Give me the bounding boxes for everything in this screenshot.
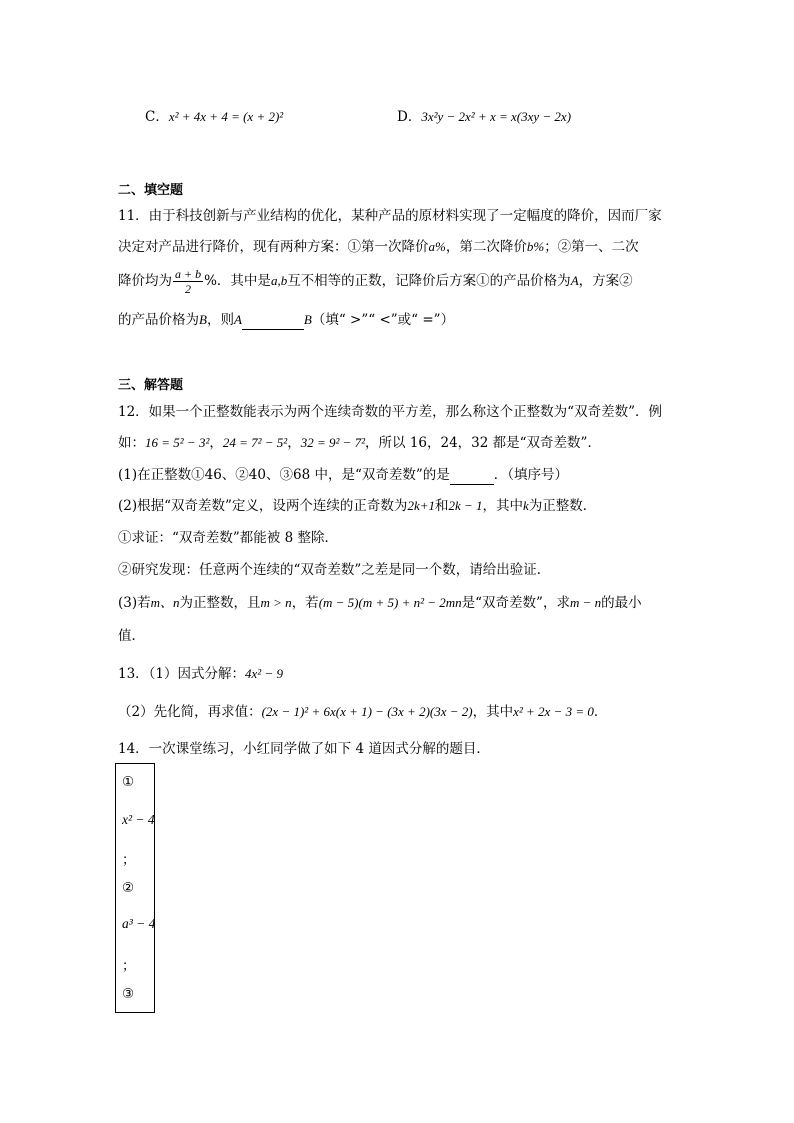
q13-line-2: （2）先化简，再求值：(2x − 1)² + 6x(x + 1) − (3x + 2)(3x − 2)，其中x² + 2x − 3 = 0． — [118, 704, 608, 720]
option-d-expr: 3x²y − 2x² + x = x(3xy − 2x) — [421, 109, 572, 124]
q11-line-2: 决定对产品进行降价，现有两种方案：①第一次降价a%，第二次降价b%；②第一、二次 — [118, 239, 639, 255]
q12-part-2-i: ①求证：“双奇差数”都能被 8 整除． — [118, 530, 338, 546]
q11-line-1: 11．由于科技创新与产业结构的优化，某种产品的原材料实现了一定幅度的降价，因而厂家 — [118, 208, 662, 224]
q12-line-1: 12．如果一个正整数能表示为两个连续奇数的平方差，那么称这个正整数为“双奇差数”．例 — [118, 404, 662, 420]
option-d: D．3x²y − 2x² + x = x(3xy − 2x) — [397, 109, 572, 125]
box-item-2-expr: a³ − 4 — [122, 916, 156, 931]
answer-blank-q11[interactable] — [242, 313, 304, 330]
box-item-1-sep: ； — [122, 852, 136, 868]
box-item-2-marker: ② — [122, 880, 135, 896]
q12-part-3-end: 值． — [118, 628, 145, 644]
q13-line-1: 13．（1）因式分解：4x² − 9 — [118, 666, 283, 682]
q12-part-2-ii: ②研究发现：任意两个连续的“双奇差数”之差是同一个数，请给出验证． — [118, 562, 551, 578]
fraction-a-plus-b-over-2: $\frac{a + b}{2}$ — [175, 267, 202, 296]
q12-part-1: (1)在正整数①46、②40、③68 中，是“双奇差数”的是 ．（填序号） — [118, 467, 569, 483]
q14-problem-box — [115, 763, 155, 1013]
answer-blank-q12-1[interactable] — [450, 468, 494, 485]
option-c-expr: x² + 4x + 4 = (x + 2)² — [168, 109, 284, 124]
box-item-1-marker: ① — [122, 774, 135, 790]
q11-line-3: 降价均为 $\frac{a + b}{2}$ %．其中是a,b互不相等的正数，记降价后方案①的产品价格为A，方案② — [118, 267, 633, 296]
q11-line-4: 的产品价格为B，则A B（填“ >”“ <”或“ =”） — [118, 312, 455, 328]
section-answer-title: 三、解答题 — [118, 378, 184, 393]
q12-line-2: 如：16 = 5² − 3²，24 = 7² − 5²，32 = 9² − 7²，所以 16，24，32 都是“双奇差数”． — [118, 435, 601, 451]
q14-line-1: 14．一次课堂练习，小红同学做了如下 4 道因式分解的题目． — [118, 741, 490, 757]
box-item-2-sep: ； — [122, 958, 136, 974]
box-item-1-expr: x² − 4 — [122, 812, 155, 827]
q12-part-3: (3)若m、n为正整数，且m > n，若(m − 5)(m + 5) + n² − 2mn是“双奇差数”，求m − n的最小 — [118, 595, 642, 611]
option-c: C．x² + 4x + 4 = (x + 2)² — [145, 109, 284, 125]
q12-part-2: (2)根据“双奇差数”定义，设两个连续的正奇数为2k+1和2k − 1，其中k为正整数． — [118, 498, 597, 514]
box-item-3-marker: ③ — [122, 986, 135, 1002]
section-fill-in-title: 二、填空题 — [118, 183, 184, 198]
